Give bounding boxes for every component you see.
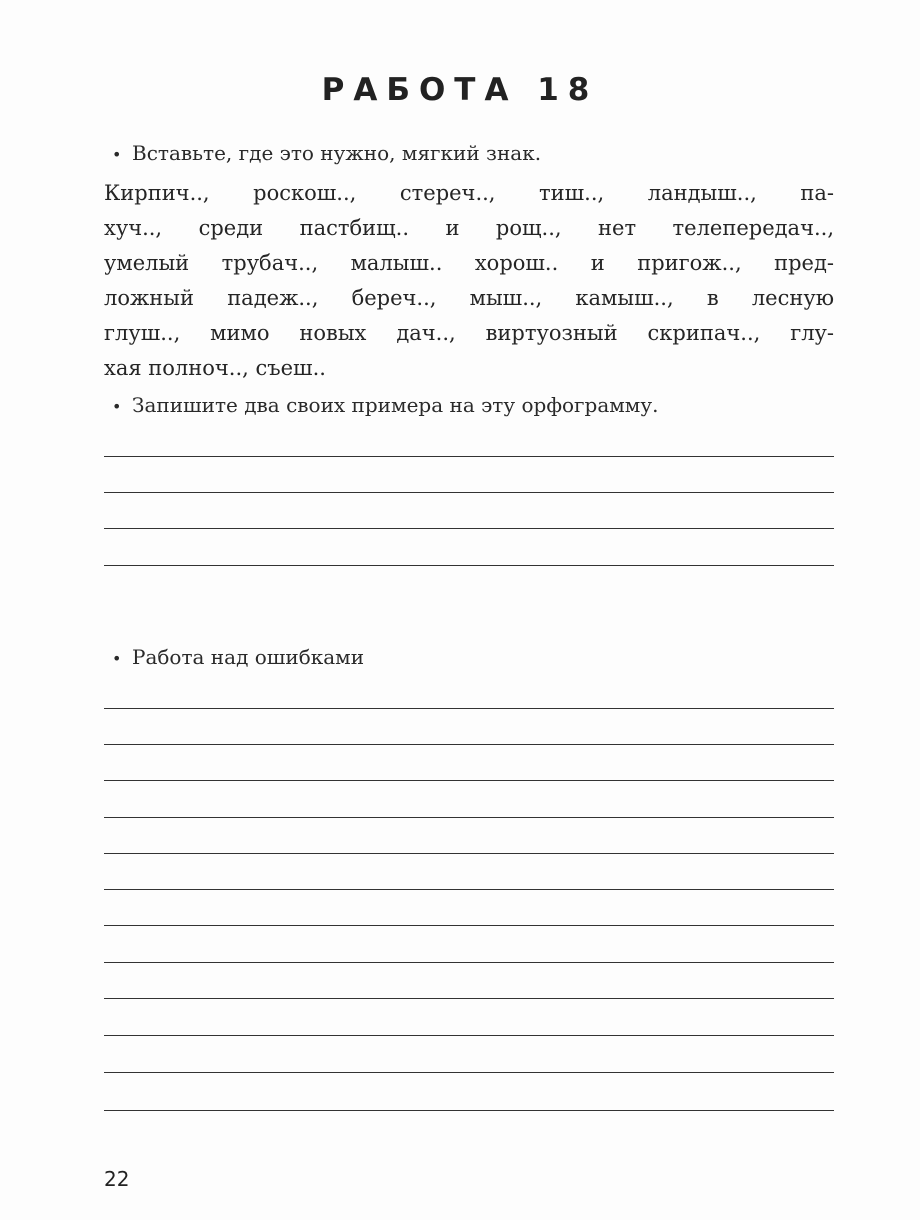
writing-line[interactable] bbox=[104, 925, 834, 926]
writing-line[interactable] bbox=[104, 492, 834, 493]
exercise-line: Кирпич.., роскош.., стереч.., тиш.., ландыш.., па- bbox=[104, 181, 834, 205]
exercise-line: ложный падеж.., береч.., мыш.., камыш.., в лесную bbox=[104, 286, 834, 310]
writing-line[interactable] bbox=[104, 780, 834, 781]
writing-line[interactable] bbox=[104, 1035, 834, 1036]
task-instruction-text: Запишите два своих примера на эту орфограмму. bbox=[132, 393, 659, 417]
writing-line[interactable] bbox=[104, 708, 834, 709]
task-instruction-error-work bbox=[112, 645, 364, 669]
writing-line[interactable] bbox=[104, 456, 834, 457]
task-instruction-own-examples bbox=[112, 393, 658, 417]
bullet-icon: • bbox=[112, 145, 122, 164]
exercise-line: хуч.., среди пастбищ.. и рощ.., нет телепередач.., bbox=[104, 216, 834, 240]
writing-line[interactable] bbox=[104, 962, 834, 963]
writing-line[interactable] bbox=[104, 565, 834, 566]
task-instruction-text: Вставьте, где это нужно, мягкий знак. bbox=[132, 141, 542, 165]
exercise-text bbox=[104, 176, 834, 386]
page-title: РАБОТА 18 bbox=[321, 72, 599, 108]
writing-line[interactable] bbox=[104, 744, 834, 745]
exercise-line: глуш.., мимо новых дач.., виртуозный скрипач.., глу- bbox=[104, 321, 834, 345]
bullet-icon: • bbox=[112, 397, 122, 416]
exercise-line: умелый трубач.., малыш.. хорош.. и пригож.., пред- bbox=[104, 251, 834, 275]
writing-line[interactable] bbox=[104, 1110, 834, 1111]
writing-line[interactable] bbox=[104, 528, 834, 529]
page-number: 22 bbox=[104, 1167, 130, 1191]
writing-line[interactable] bbox=[104, 1072, 834, 1073]
exercise-line: хая полноч.., съеш.. bbox=[104, 356, 326, 380]
writing-line[interactable] bbox=[104, 998, 834, 999]
writing-line[interactable] bbox=[104, 889, 834, 890]
task-instruction-text: Работа над ошибками bbox=[132, 645, 365, 669]
writing-line[interactable] bbox=[104, 817, 834, 818]
task-instruction-insert-soft-sign bbox=[112, 141, 541, 165]
writing-line[interactable] bbox=[104, 853, 834, 854]
bullet-icon: • bbox=[112, 649, 122, 668]
